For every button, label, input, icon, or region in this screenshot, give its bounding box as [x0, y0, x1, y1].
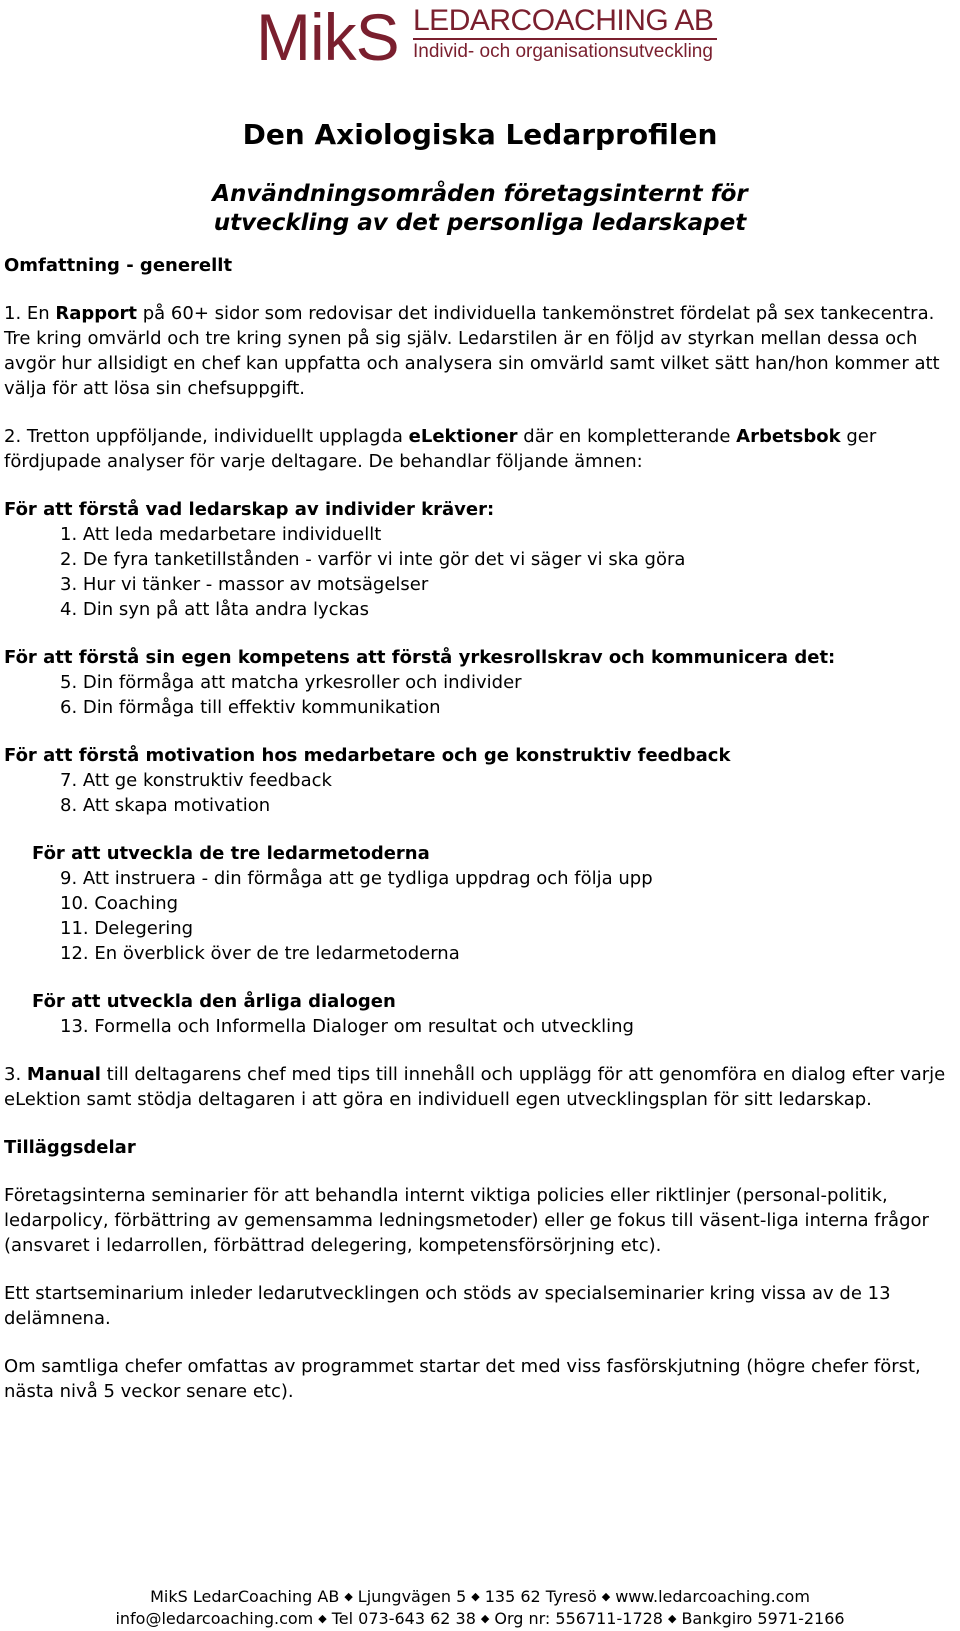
- footer-email-link[interactable]: info@ledarcoaching.com: [115, 1609, 314, 1628]
- footer-website-link[interactable]: www.ledarcoaching.com: [615, 1587, 810, 1606]
- section-heading: För att utveckla den årliga dialogen: [32, 991, 396, 1012]
- list-item: 6. Din förmåga till effektiv kommunikation: [60, 697, 441, 718]
- list-item: 4. Din syn på att låta andra lyckas: [60, 599, 370, 620]
- addons-paragraph: Om samtliga chefer omfattas av programmet startar det med viss fasförskjutning (högre chefer först, nästa nivå 5 veckor senare etc).: [4, 1356, 921, 1402]
- list-item: 7. Att ge konstruktiv feedback: [60, 770, 332, 791]
- list-item: 8. Att skapa motivation: [60, 795, 271, 816]
- logo-divider: [413, 38, 717, 40]
- company-logo: [256, 0, 716, 72]
- list-item: 12. En överblick över de tre ledarmetoderna: [60, 943, 460, 964]
- footer-company: MikS LedarCoaching AB: [150, 1587, 340, 1606]
- addons-paragraph: Företagsinterna seminarier för att behandla internt viktiga policies eller riktlinjer (personal-politik, ledarpolicy, förbättring av gemensamma ledningsmetoder) eller ge fokus till väsent-liga interna frågor (ansvaret i ledarrollen, förbättrad delegering, kompetensförsörjning etc).: [4, 1185, 929, 1256]
- document-body: [4, 253, 956, 1404]
- item-3-paragraph: 3. Manual till deltagarens chef med tips till innehåll och upplägg för att genomföra en dialog efter varje eLektion samt stödja deltagaren i att göra en individuell egen utvecklingsplan för sitt ledarskap.: [4, 1064, 946, 1110]
- separator-icon: ◆: [601, 1590, 611, 1603]
- separator-icon: ◆: [318, 1612, 327, 1625]
- section-heading: För att förstå sin egen kompetens att förstå yrkesrollskrav och kommunicera det:: [4, 647, 836, 668]
- document-subtitle: [0, 180, 960, 238]
- section-heading: För att förstå vad ledarskap av individer kräver:: [4, 499, 495, 520]
- separator-icon: ◆: [471, 1590, 480, 1603]
- list-item: 9. Att instruera - din förmåga att ge tydliga uppdrag och följa upp: [60, 868, 653, 889]
- separator-icon: ◆: [667, 1612, 677, 1625]
- document-title: Den Axiologiska Ledarprofilen: [242, 118, 718, 151]
- arbetsbok-term: Arbetsbok: [736, 426, 841, 447]
- logo-company-name: LEDARCOACHING AB: [413, 4, 714, 37]
- scope-heading: Omfattning - generellt: [4, 255, 233, 276]
- list-item: 11. Delegering: [60, 918, 194, 939]
- section-heading: För att förstå motivation hos medarbetare och ge konstruktiv feedback: [4, 745, 731, 766]
- subtitle-line-1: Användningsområden företagsinternt för: [212, 181, 748, 207]
- separator-icon: ◆: [480, 1612, 490, 1625]
- rapport-term: Rapport: [55, 303, 138, 324]
- list-item: 3. Hur vi tänker - massor av motsägelser: [60, 574, 429, 595]
- footer-street: Ljungvägen 5: [357, 1587, 467, 1606]
- elektioner-term: eLektioner: [408, 426, 518, 447]
- manual-term: Manual: [26, 1064, 101, 1085]
- list-item: 5. Din förmåga att matcha yrkesroller och individer: [60, 672, 522, 693]
- footer-line-2: [0, 1609, 960, 1631]
- footer-city: 135 62 Tyresö: [484, 1587, 597, 1606]
- logo-mark: MikS: [256, 0, 399, 74]
- section-heading: För att utveckla de tre ledarmetoderna: [32, 843, 430, 864]
- subtitle-line-2: utveckling av det personliga ledarskapet: [213, 210, 747, 236]
- footer-org-number: Org nr: 556711-1728: [494, 1609, 663, 1628]
- list-item: 1. Att leda medarbetare individuellt: [60, 524, 382, 545]
- separator-icon: ◆: [344, 1590, 353, 1603]
- item-1-paragraph: 1. En Rapport på 60+ sidor som redovisar det individuella tankemönstret fördelat på sex tankecentra. Tre kring omvärld och tre kring synen på sig själv. Ledarstilen är en följd av styrkan mellan dessa och avgör hur allsidigt en chef kan uppfatta och analysera sin omvärld samt vilket sätt han/hon kommer att välja för att lösa sin chefsuppgift.: [4, 303, 940, 399]
- page-footer: [0, 1587, 960, 1631]
- list-item: 2. De fyra tanketillstånden - varför vi inte gör det vi säger vi ska göra: [60, 549, 686, 570]
- list-item: 10. Coaching: [60, 893, 179, 914]
- list-item: 13. Formella och Informella Dialoger om resultat och utveckling: [60, 1016, 634, 1037]
- footer-phone: Tel 073-643 62 38: [331, 1609, 476, 1628]
- addons-paragraph: Ett startseminarium inleder ledarutvecklingen och stöds av specialseminarier kring vissa av de 13 delämnena.: [4, 1283, 891, 1329]
- addons-heading: Tilläggsdelar: [4, 1137, 136, 1158]
- logo-tagline: Individ- och organisationsutveckling: [413, 41, 713, 62]
- item-2-paragraph: 2. Tretton uppföljande, individuellt upplagda eLektioner där en kompletterande Arbetsbok ger fördjupade analyser för varje deltagare. De behandlar följande ämnen:: [4, 426, 877, 472]
- footer-bankgiro: Bankgiro 5971-2166: [681, 1609, 845, 1628]
- footer-line-1: [0, 1587, 960, 1609]
